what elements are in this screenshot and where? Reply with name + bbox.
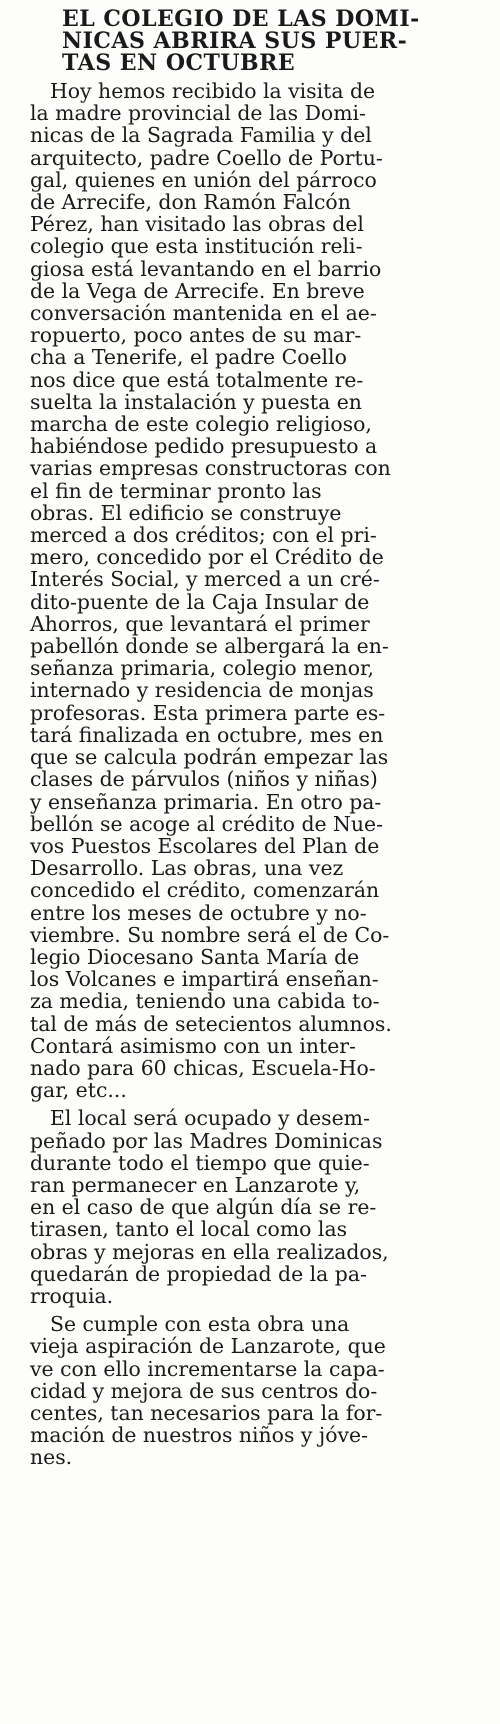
text-line: bellón se acoge al crédito de Nue- [30,811,383,836]
text-line: rroquia. [30,1283,114,1308]
text-line: señanza primaria, colegio menor, [30,656,374,681]
text-line: ran permanecer en Lanzarote y, [30,1172,361,1197]
text-line: obras. El edificio se construye [30,500,342,525]
text-line: entre los meses de octubre y no- [30,900,367,925]
text-line: za media, teniendo una cabida to- [30,989,380,1014]
headline-line: EL COLEGIO DE LAS DOMI- [62,6,420,32]
text-line: vieja aspiración de Lanzarote, que [30,1334,386,1359]
text-line: merced a dos créditos; con el pri- [30,523,377,548]
text-line: legio Diocesano Santa María de [30,944,360,969]
text-line: el fin de terminar pronto las [30,478,322,503]
text-line: Desarrollo. Las obras, una vez [30,856,344,881]
text-line: Ahorros, que levantará el primer [30,611,370,636]
text-line: internado y residencia de monjas [30,678,374,703]
text-line: cidad y mejora de sus centros do- [30,1378,378,1403]
text-line: concedido el crédito, comenzarán [30,878,380,903]
text-line: los Volcanes e impartirá enseñan- [30,967,379,992]
article-paragraph [30,80,490,1101]
text-line: nes. [30,1445,73,1470]
text-line: El local será ocupado y desem- [50,1106,370,1131]
text-line: varias empresas constructoras con [30,456,391,481]
text-line: tal de más de setecientos alumnos. [30,1011,392,1036]
text-line: durante todo el tiempo que quie- [30,1150,370,1175]
text-line: nado para 60 chicas, Escuela-Ho- [30,1055,376,1080]
text-line: Se cumple con esta obra una [50,1312,350,1337]
text-line: vos Puestos Escolares del Plan de [30,833,380,858]
text-line: cha a Tenerife, el padre Coello [30,345,347,370]
text-line: ropuerto, poco antes de su mar- [30,323,362,348]
text-line: suelta la instalación y puesta en [30,389,362,414]
article-paragraph [30,1313,490,1468]
headline-line: NICAS ABRIRA SUS PUER- [62,28,408,54]
text-line: Contará asimismo con un inter- [30,1033,356,1058]
text-line: tará finalizada en octubre, mes en [30,722,384,747]
text-line: quedarán de propiedad de la pa- [30,1261,367,1286]
text-line: centes, tan necesarios para la for- [30,1400,383,1425]
text-line: en el caso de que algún día se re- [30,1195,377,1220]
text-line: tirasen, tanto el local como las [30,1217,348,1242]
text-line: mero, concedido por el Crédito de [30,545,384,570]
text-line: y enseñanza primaria. En otro pa- [30,789,382,814]
text-line: Hoy hemos recibido la visita de [50,79,376,103]
text-line: de Arrecife, don Ramón Falcón [30,190,351,215]
text-line: obras y mejoras en ella realizados, [30,1239,389,1264]
text-line: mación de nuestros niños y jóve- [30,1423,368,1448]
text-line: nos dice que está totalmente re- [30,367,364,392]
text-line: nicas de la Sagrada Familia y del [30,123,372,148]
text-line: conversación mantenida en el ae- [30,301,377,326]
text-line: viembre. Su nombre será el de Co- [30,922,390,947]
text-line: ve con ello incrementarse la capa- [30,1356,385,1381]
text-line: gar, etc... [30,1078,127,1103]
text-line: dito-puente de la Caja Insular de [30,589,370,614]
article-body [30,80,490,1469]
text-line: clases de párvulos (niños y niñas) [30,767,378,792]
text-line: pabellón donde se albergará la en- [30,634,389,659]
text-line: profesoras. Esta primera parte es- [30,700,386,725]
text-line: colegio que esta institución reli- [30,234,363,259]
text-line: de la Vega de Arrecife. En breve [30,278,365,303]
text-line: peñado por las Madres Dominicas [30,1128,383,1153]
text-line: arquitecto, padre Coello de Portu- [30,145,383,170]
headline-line: TAS EN OCTUBRE [62,50,296,76]
text-line: la madre provincial de las Domi- [30,101,366,126]
text-line: Interés Social, y merced a un cré- [30,567,380,592]
text-line: Pérez, han visitado las obras del [30,212,364,237]
text-line: gal, quienes en unión del párroco [30,167,377,192]
article-headline [62,8,482,74]
text-line: habiéndose pedido presupuesto a [30,434,378,459]
text-line: giosa está levantando en el barrio [30,256,382,281]
text-line: marcha de este colegio religioso, [30,412,372,437]
article-paragraph [30,1107,490,1307]
text-line: que se calcula podrán empezar las [30,745,389,770]
